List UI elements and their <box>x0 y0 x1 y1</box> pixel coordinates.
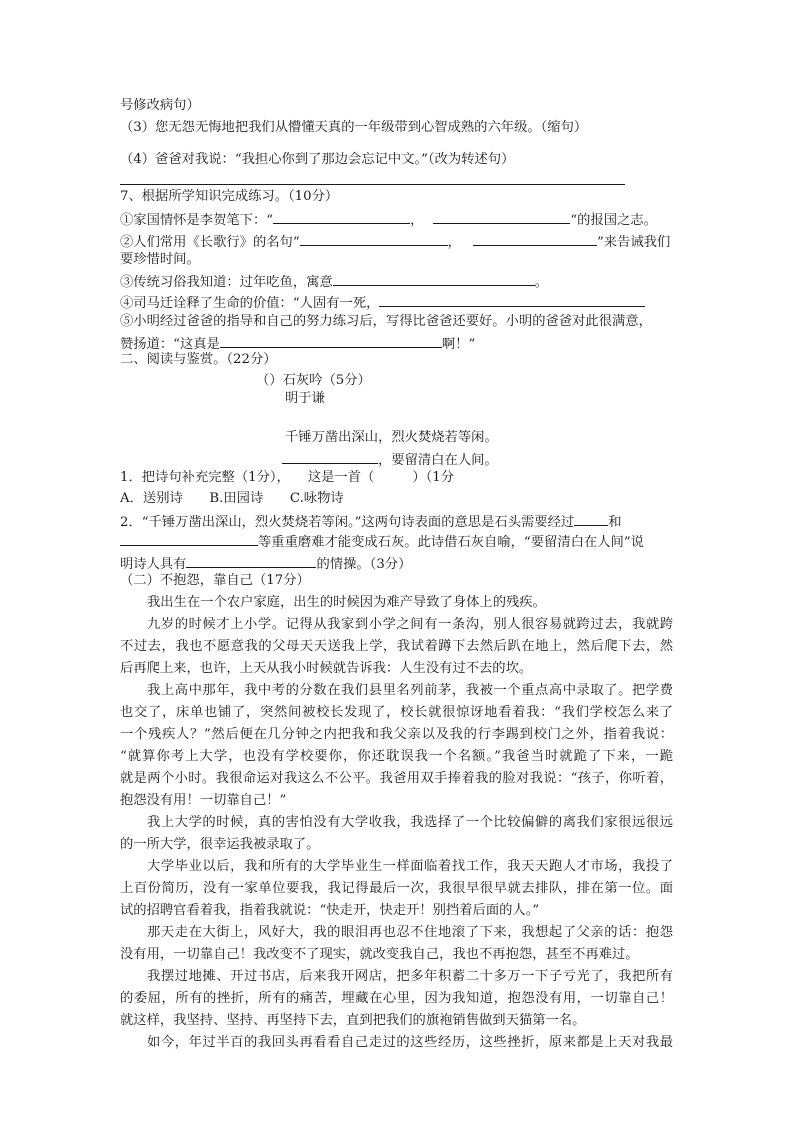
blank[interactable] <box>273 208 410 224</box>
blank[interactable] <box>282 448 378 464</box>
passage-line: 我出生在一个农户家庭，出生的时候因为难产导致了身体上的残疾。 <box>147 595 546 610</box>
poem-title: （）石灰吟（5分） <box>256 373 371 388</box>
passage-line: 就这样，我坚持、坚持、再坚持下去，直到把我们的旗袍销售做到天猫第一名。 <box>120 1013 586 1028</box>
blank[interactable] <box>300 230 448 246</box>
blank[interactable] <box>186 552 316 568</box>
poem-author: 明于谦 <box>285 391 325 406</box>
passage-line: 我上大学的时候，真的害怕没有大学收我，我选择了一个比较偏僻的离我们家很远很远 <box>147 815 673 830</box>
blank[interactable] <box>333 270 535 286</box>
passage-line: 也交了，床单也铺了，突然间被校长发现了，校长就很惊讶地看着我：“我们学校怎么来了 <box>120 705 673 720</box>
poem-q1-options: A．送别诗 B.田园诗 C.咏物诗 <box>120 491 344 506</box>
q7-l5-text-c: 啊！” <box>441 337 476 352</box>
poem-q2-d: 明诗人具有 <box>120 557 187 572</box>
passage-line: 我上高中那年，我中考的分数在我们县里名列前茅，我被一个重点高中录取了。把学费 <box>147 683 673 698</box>
section-2-title: 二、阅读与鉴赏。（22分） <box>120 352 277 367</box>
poem-q2-c: 等重重磨难才能变成石灰。此诗借石灰自喻，“要留清白在人间”说 <box>258 535 644 550</box>
q7-line-1 <box>120 208 657 231</box>
q7-l3-text-b: 。 <box>534 275 549 290</box>
q7-l3-text-a: ③传统习俗我知道：过年吃鱼，寓意 <box>120 275 333 290</box>
q7-title: 7、根据所学知识完成练习。（10分） <box>120 189 339 204</box>
poem-q2-b: 和 <box>608 515 622 530</box>
blank[interactable] <box>433 208 570 224</box>
passage-line: 就是两个小时。我很命运对我这么不公平。我爸用双手捧着我的脸对我说：“孩子，你听着， <box>120 771 673 786</box>
passage-line: 没有用，一切靠自己！我改变不了现实，就改变我自己，我也不再抱怨，甚至不再难过。 <box>120 947 639 962</box>
q6-item-4: （4）爸爸对我说：“我担心你到了那边会忘记中文。”（改为转述句） <box>120 152 515 167</box>
q7-line-2-cont: 要珍惜时间。 <box>120 252 200 267</box>
poem-q2-e: 的情操。（3分） <box>316 557 412 572</box>
poem-q2-a: 2．“千锤万凿出深山，烈火焚烧若等闲。”这两句诗表面的意思是石头需要经过 <box>120 515 575 530</box>
passage-line: 我摆过地摊、开过书店，后来我开网店，把多年积蓄二十多万一下子亏光了，我把所有 <box>147 969 673 984</box>
q6-continuation: 号修改病句） <box>120 98 200 113</box>
q7-l2-text-c: ”来告诫我们 <box>596 235 671 250</box>
q7-line-4 <box>120 291 645 314</box>
blank[interactable] <box>120 530 258 546</box>
q6-item-3: （3）您无怨无悔地把我们从懵懂天真的一年级带到心智成熟的六年级。（缩句） <box>120 120 588 135</box>
passage-line: 如今，年过半百的我回头再看看自己走过的这些经历，这些挫折，原来都是上天对我最 <box>147 1035 673 1050</box>
q7-l1-text-c: “的报国之志。 <box>570 213 657 228</box>
blank[interactable] <box>220 332 442 348</box>
answer-line[interactable] <box>120 184 625 185</box>
poem-q2-line-2 <box>120 530 644 553</box>
poem-q1-c: ）（1分 <box>412 470 455 485</box>
passage-title: （二）不抱怨，靠自己（17分） <box>120 573 310 588</box>
passage-line: 不过去，我也不愿意我的父母天天送我上学，我试着蹲下去然后趴在地上，然后爬下去，然 <box>120 639 673 654</box>
poem-q1-a: 1．把诗句补充完整（1分）， <box>120 470 290 485</box>
q7-line-2 <box>120 230 670 253</box>
poem-line-1: 千锤万凿出深山，烈火焚烧若等闲。 <box>285 430 498 445</box>
passage-line: “就算你考上大学，也没有学校要你，你还耽误我一个名额。”我爸当时就跪了下来，一跪 <box>120 749 673 764</box>
q7-l5-text-b: 赞扬道：“这真是 <box>120 337 220 352</box>
blank[interactable] <box>574 510 608 526</box>
passage-line: 上百份简历，没有一家单位要我，我记得最后一次，我很早很早就去排队，排在第一位。面 <box>120 881 673 896</box>
q7-line-5: ⑤小明经过爸爸的指导和自己的努力练习后，写得比爸爸还要好。小明的爸爸对此很满意， <box>120 314 652 329</box>
q7-line-3 <box>120 270 548 293</box>
poem-q1-b: 这是一首（ <box>307 470 375 485</box>
q7-l2-text-a: ②人们常用《长歌行》的名句“ <box>120 235 300 250</box>
passage-line: 的一所大学，很幸运我被录取了。 <box>120 837 320 852</box>
poem-line-2-text: ，要留清白在人间。 <box>378 453 498 468</box>
passage-line: 后再爬上来，也许，上天从我小时候就告诉我：人生没有过不去的坎。 <box>120 661 533 676</box>
passage-line: 试的招聘官看着我，指着我就说：“快走开，快走开！别挡着后面的人。” <box>120 903 540 918</box>
blank[interactable] <box>379 291 645 307</box>
passage-line: 抱怨没有用！一切靠自己！” <box>120 793 287 808</box>
poem-q1 <box>120 468 454 488</box>
passage-line: 大学毕业以后，我和所有的大学毕业生一样面临着找工作，我天天跑人才市场，我投了 <box>147 859 673 874</box>
passage-line: 的委屈，所有的挫折，所有的痛苦，埋藏在心里，因为我知道，抱怨没有用，一切靠自己！ <box>120 991 673 1006</box>
q7-l4-text-a: ④司马迁诠释了生命的价值：“人固有一死， <box>120 296 380 311</box>
q7-l2-text-b: ， <box>447 235 461 250</box>
passage-line: 一个残疾人？”然后便在几分钟之内把我和我父亲以及我的行李踢到校门之外，指着我说： <box>120 727 673 742</box>
blank[interactable] <box>473 230 597 246</box>
passage-line: 那天走在大街上，风好大，我的眼泪再也忍不住地滚了下来，我想起了父亲的话：抱怨 <box>147 925 673 940</box>
q7-l1-text-b: ， <box>410 213 424 228</box>
passage-line: 九岁的时候才上小学。记得从我家到小学之间有一条沟，别人很容易就跨过去，我就跨 <box>147 617 673 632</box>
q7-l1-text-a: ①家国情怀是李贺笔下：“ <box>120 213 274 228</box>
